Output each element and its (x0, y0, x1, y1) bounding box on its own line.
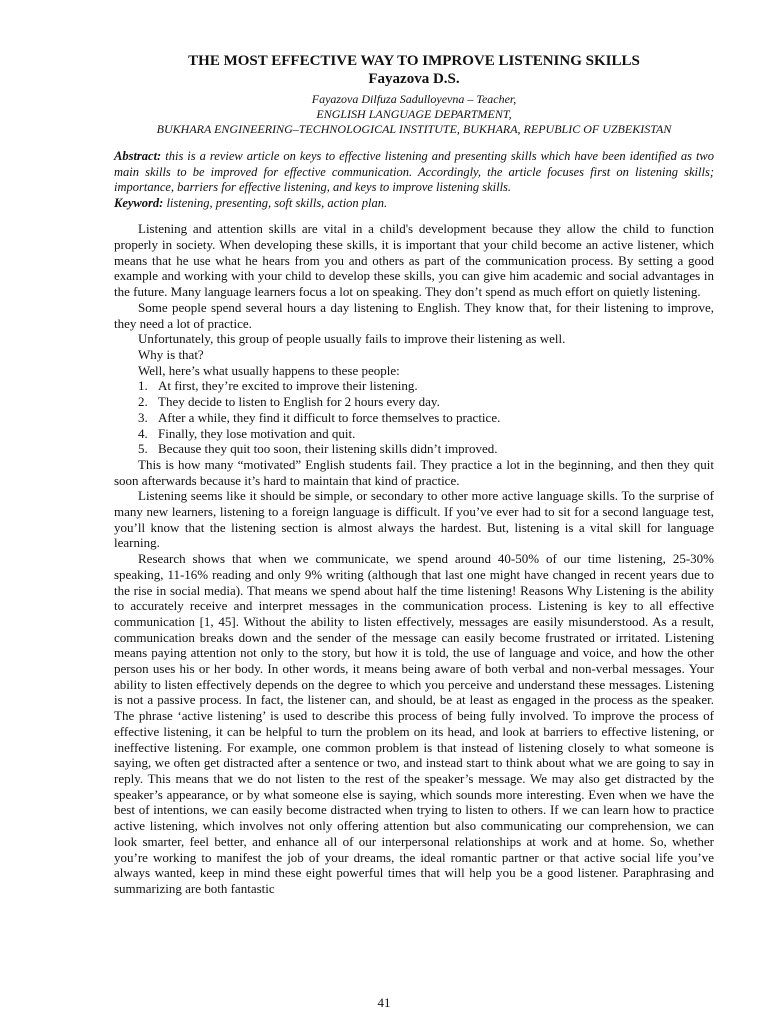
article-title: THE MOST EFFECTIVE WAY TO IMPROVE LISTENING SKILLS (188, 53, 640, 69)
list-item-number: 2. (138, 394, 148, 410)
author-affiliation-line-2: ENGLISH LANGUAGE DEPARTMENT, (316, 107, 512, 121)
abstract-label: Abstract: (114, 149, 162, 163)
page-number: 41 (377, 995, 391, 1010)
list-item-number: 4. (138, 425, 148, 441)
keyword-text: listening, presenting, soft skills, action plan. (166, 195, 388, 210)
list-item (114, 426, 714, 442)
body-paragraph: This is how many “motivated” English students fail. They practice a lot in the beginning, and then they quit soon afterwards because it’s hard to maintain that kind of practice. (114, 456, 714, 488)
list-item-number: 1. (138, 378, 148, 394)
list-item-number: 3. (138, 409, 148, 425)
keyword-label: Keyword: (114, 195, 164, 210)
body-paragraph: Well, here’s what usually happens to these people: (138, 362, 400, 378)
author-affiliation-line-3: BUKHARA ENGINEERING–TECHNOLOGICAL INSTITUTE, BUKHARA, REPUBLIC OF UZBEKISTAN (156, 122, 672, 136)
body-paragraph: Listening and attention skills are vital in a child's development because they allow the child to function properly in society. When developing these skills, it is important that your child become an active listener, which means that he use what he hears from you and others as part of the communication process. By setting a good example and working with your child to develop these skills, you can give him academic and social advantages in the future. Many language learners focus a lot on speaking. They don’t spend as much effort on quietly listening. (114, 221, 714, 300)
article-body (114, 221, 714, 896)
body-paragraph: Why is that? (138, 347, 204, 362)
list-item (114, 378, 714, 394)
body-paragraph: Research shows that when we communicate, we spend around 40-50% of our time listening, 25-30% speaking, 11-16% reading and only 9% writing (although that last one might have changed in recent years due to the rise in social media). That means we spend about half the time listening! Reasons Why Listening is the ability to accurately receive and interpret messages in the communication process. Listening is key to all effective communication [1, 45]. Without the ability to listen effectively, messages are easily misunderstood. As a result, communication breaks down and the sender of the message can easily become frustrated or irritated. Listening means paying attention not only to the story, but how it is told, the use of language and voice, and how the other person uses his or her body. In other words, it means being aware of both verbal and non-verbal messages. Your ability to listen effectively depends on the degree to which you perceive and understand these messages. Listening is not a passive process. In fact, the listener can, and should, be at least as engaged in the process as the speaker. The phrase ‘active listening’ is used to describe this process of being fully involved. To improve the process of effective listening, it can be helpful to turn the problem on its head, and look at barriers to effective listening, or ineffective listening. For example, one common problem is that instead of listening closely to what someone is saying, we often get distracted after a sentence or two, and instead start to think about what we are going to say in reply. This means that we do not listen to the rest of the speaker’s message. We may also get distracted by the speaker’s appearance, or by what someone else is saying, which sounds more interesting. Even when we have the best of intentions, we can easily become distracted when trying to listen to others. If we can learn how to practice active listening, which involves not only offering attention but also communicating our comprehension, we can look smarter, feel better, and enhance all of our interpersonal relationships at work and at home. So, whether you’re working to manifest the job of your dreams, the ideal romantic partner or that active social life you’ve always wanted, keep in mind these eight powerful times that will help you be a good listener. Paraphrasing and summarizing are both fantastic (114, 551, 714, 896)
list-item-number: 5. (138, 441, 148, 457)
list-item-text: At first, they’re excited to improve their listening. (158, 378, 418, 394)
body-paragraph: Some people spend several hours a day listening to English. They know that, for their listening to improve, they need a lot of practice. (114, 299, 714, 331)
author-affiliation-line-1: Fayazova Dilfuza Sadulloyevna – Teacher, (311, 92, 517, 106)
keywords (114, 196, 714, 212)
body-paragraph: Unfortunately, this group of people usually fails to improve their listening as well. (138, 331, 566, 347)
list-item-text: Finally, they lose motivation and quit. (158, 425, 356, 441)
list-item-text: Because they quit too soon, their listening skills didn’t improved. (158, 441, 498, 457)
article-page (114, 52, 714, 897)
abstract (114, 149, 714, 196)
body-paragraph: Listening seems like it should be simple, or secondary to other more active language skills. To the surprise of many new learners, listening to a foreign language is difficult. If you’ve ever had to sit for a second language test, you’ll know that the listening section is almost always the hardest. But, listening is a vital skill for language learning. (114, 488, 714, 551)
abstract-text: this is a review article on keys to effective listening and presenting skills which have been identified as two main skills to be improved for effective communication. Accordingly, the article focuses first on listening skills; importance, barriers for effective listening, and keys to improve listening skills. (114, 149, 715, 195)
article-author: Fayazova D.S. (368, 71, 460, 87)
list-item-text: After a while, they find it difficult to force themselves to practice. (158, 409, 501, 425)
list-item (114, 394, 714, 410)
numbered-list (114, 378, 714, 457)
list-item (114, 441, 714, 457)
list-item-text: They decide to listen to English for 2 hours every day. (158, 394, 440, 410)
list-item (114, 410, 714, 426)
